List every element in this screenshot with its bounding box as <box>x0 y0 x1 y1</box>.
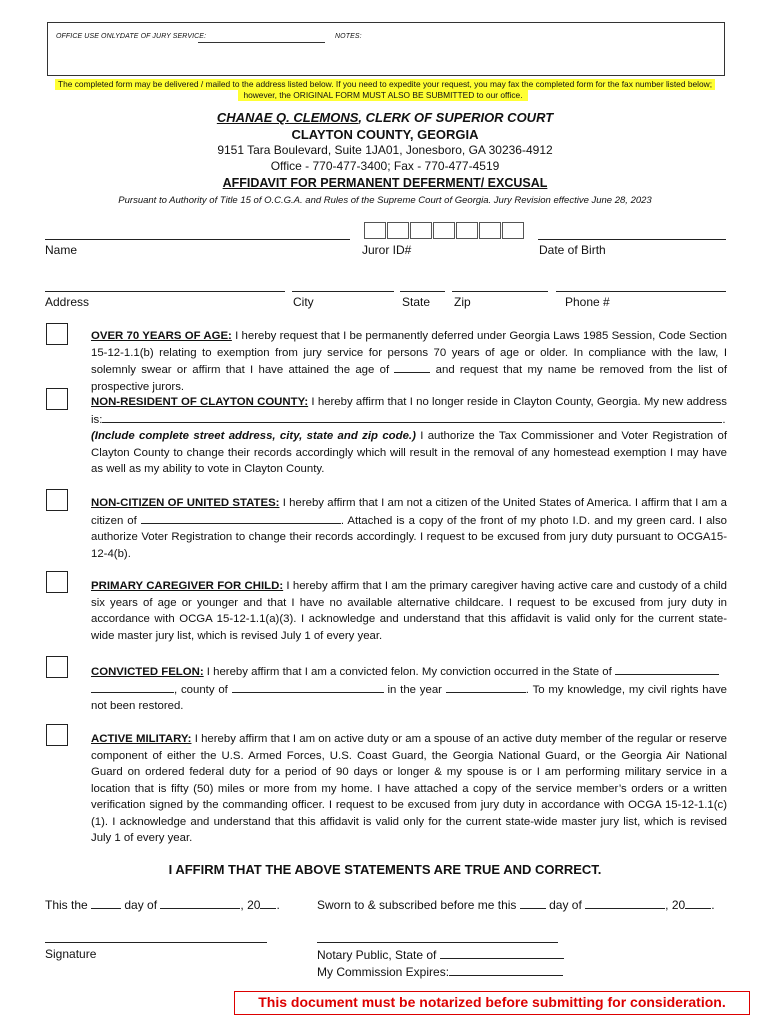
state-field[interactable] <box>400 291 445 292</box>
active-military-paragraph <box>91 731 727 847</box>
juror-id-boxes[interactable] <box>364 222 525 239</box>
conviction-county-field[interactable] <box>232 681 384 693</box>
felon-text: I hereby affirm that I am a convicted felon. My conviction occurred in the State of <box>203 666 615 678</box>
signature-label: Signature <box>45 947 97 961</box>
caregiver-paragraph <box>91 578 727 644</box>
non-resident-text-end: I authorize the Tax Commissioner and Voter Registration of Clayton County to change their records accordingly which will result in the removal of any homestead exemption I may have as well as my ability to vote in Clayton County. <box>91 430 727 475</box>
date-of-birth-field[interactable] <box>538 239 726 240</box>
commission-expires-field[interactable] <box>449 964 563 976</box>
notary-state-label: Notary Public, State of <box>317 948 437 962</box>
felon-county-text: , county of <box>174 683 232 696</box>
phone-label: Phone # <box>565 295 610 309</box>
zip-label: Zip <box>454 295 471 309</box>
felon-text-end: . To my knowledge, my civil rights have not been restored. <box>91 683 728 712</box>
notary-year-field[interactable] <box>685 897 711 909</box>
clerk-phone-fax: Office - 770-477-3400; Fax - 770-477-4519 <box>270 159 500 173</box>
over-70-checkbox[interactable] <box>46 323 68 345</box>
clerk-address: 9151 Tara Boulevard, Suite 1JA01, Jonesboro, GA 30236-4912 <box>217 143 553 157</box>
notary-state-line <box>317 947 564 962</box>
active-military-text: I hereby affirm that I am on active duty or am a spouse of an active duty member of the regular or reserve component of either the U.S. Armed Forces, U.S. Coast Guard, the Georgia National Guard, or the Georgia Air National Guard on ordered federal duty for a period of 90 days or longer & my spouse is or I am performing military service in a location that is fifty (50) miles or more from my home. I have attached a copy of the service member’s orders or a written verification signed by the commanding officer. I request to be excused from jury duty in accordance with OCGA 15-12-1.1(c)(1). I acknowledge and understand that this affidavit is valid only for the current state-wide master jury list, which is revised July 1 of every year. <box>91 733 727 844</box>
year-field[interactable] <box>260 897 276 909</box>
signature-field[interactable] <box>45 942 267 943</box>
city-label: City <box>293 295 314 309</box>
office-use-box <box>47 22 725 76</box>
address-instruction: (Include complete street address, city, state and zip code.) <box>91 430 416 442</box>
over-70-paragraph <box>91 328 727 395</box>
felon-year-text: in the year <box>383 683 446 696</box>
commission-label: My Commission Expires: <box>317 965 450 979</box>
phone-field[interactable] <box>556 291 726 292</box>
authority-line: Pursuant to Authority of Title 15 of O.C.G.A. and Rules of the Supreme Court of Georgia. Jury Revision effective June 28, 2023 <box>118 195 652 206</box>
date-of-jury-service-field[interactable] <box>198 42 325 43</box>
office-use-label: OFFICE USE ONLY: <box>56 33 122 40</box>
age-field[interactable] <box>394 361 430 373</box>
over-70-text: I hereby request that I be permanently deferred under Georgia Laws 1985 Session, Code Section 15-12-1.1(b) relating to exemption from jury service for persons 70 years of age or older. In compliance with the law, I solemnly swear or affirm that I have attained the age of <box>91 330 727 376</box>
sworn-label: Sworn to & subscribed before me this <box>317 898 517 912</box>
non-resident-checkbox[interactable] <box>46 388 68 410</box>
date-of-birth-label: Date of Birth <box>539 243 606 257</box>
this-the-line <box>45 897 280 912</box>
address-field[interactable] <box>45 291 285 292</box>
non-citizen-text-end: . Attached is a copy of the front of my photo I.D. and my green card. I also authorize Voter Registration to change their records accordingly. I request to be excused from jury duty pursuant to OCGA15-12-4(b). <box>91 514 727 560</box>
active-military-title: ACTIVE MILITARY: <box>91 733 192 745</box>
commission-line <box>317 964 563 979</box>
zip-field[interactable] <box>452 291 548 292</box>
non-citizen-checkbox[interactable] <box>46 489 68 511</box>
conviction-year-field[interactable] <box>446 681 526 693</box>
notary-state-field[interactable] <box>440 947 564 959</box>
juror-id-box[interactable] <box>387 222 409 239</box>
non-resident-paragraph <box>91 394 727 478</box>
over-70-text-end: and request that my name be removed from the list of prospective jurors. <box>91 364 728 393</box>
state-label: State <box>402 295 431 309</box>
non-resident-title: NON-RESIDENT OF CLAYTON COUNTY: <box>91 396 309 408</box>
non-citizen-title: NON-CITIZEN OF UNITED STATES: <box>91 497 280 509</box>
name-field[interactable] <box>45 239 350 240</box>
notary-signature-field[interactable] <box>317 942 558 943</box>
juror-id-box[interactable] <box>410 222 432 239</box>
juror-id-box[interactable] <box>502 222 524 239</box>
caregiver-title: PRIMARY CAREGIVER FOR CHILD: <box>91 580 284 592</box>
day-of-label: day of <box>124 898 158 912</box>
city-field[interactable] <box>292 291 394 292</box>
sworn-line <box>317 897 715 912</box>
clerk-heading <box>0 110 770 125</box>
conviction-state-field-cont[interactable] <box>91 681 174 693</box>
day-field[interactable] <box>91 897 121 909</box>
non-citizen-text: I hereby affirm that I am not a citizen of the United States of America. I affirm that I am a citizen of <box>91 497 727 527</box>
juror-id-label: Juror ID# <box>362 243 412 257</box>
notary-day-of-label: day of <box>549 898 582 912</box>
new-address-field[interactable] <box>102 411 722 423</box>
delivery-notice-line2: however, the ORIGINAL FORM MUST ALSO BE SUBMITTED to our office. <box>238 90 528 101</box>
non-resident-period: . <box>722 413 726 426</box>
name-label: Name <box>45 243 78 257</box>
convicted-felon-title: CONVICTED FELON: <box>91 666 204 678</box>
form-title: AFFIDAVIT FOR PERMANENT DEFERMENT/ EXCUSAL <box>222 176 548 190</box>
clerk-title: , CLERK OF SUPERIOR COURT <box>358 110 554 125</box>
year-prefix: , 20 <box>240 898 261 912</box>
notary-year-prefix: , 20 <box>665 898 686 912</box>
juror-id-box[interactable] <box>433 222 455 239</box>
address-label: Address <box>45 295 90 309</box>
caregiver-text: I hereby affirm that I am the primary caregiver having active care and custody of a child six years of age or younger and that I have no available alternative childcare. I request to be excused from jury duty in accordance with OCGA 15-12-1.1(a)(3). I acknowledge and understand that this affidavit is valid only for the current state-wide master jury list, which is revised July 1 of every year. <box>91 580 727 642</box>
non-citizen-paragraph <box>91 495 727 562</box>
notary-day-field[interactable] <box>520 897 546 909</box>
clerk-name: CHANAE Q. CLEMONS <box>216 110 359 125</box>
active-military-checkbox[interactable] <box>46 724 68 746</box>
delivery-notice-line1: The completed form may be delivered / mailed to the address listed below. If you need to expedite your request, you may fax the completed form for the fax number listed below; <box>55 79 715 90</box>
juror-id-box[interactable] <box>479 222 501 239</box>
caregiver-checkbox[interactable] <box>46 571 68 593</box>
citizenship-field[interactable] <box>141 512 341 524</box>
notarize-notice: This document must be notarized before submitting for consideration. <box>234 991 750 1015</box>
juror-id-box[interactable] <box>364 222 386 239</box>
notary-period: . <box>711 898 715 912</box>
county-heading: CLAYTON COUNTY, GEORGIA <box>291 127 479 142</box>
over-70-title: OVER 70 YEARS OF AGE: <box>91 330 232 342</box>
non-resident-text: I hereby affirm that I no longer reside in Clayton County, Georgia. My new address is: <box>91 396 727 426</box>
convicted-felon-paragraph <box>91 663 727 715</box>
juror-id-box[interactable] <box>456 222 478 239</box>
date-of-jury-service-label: DATE OF JURY SERVICE: <box>120 33 207 40</box>
month-field[interactable] <box>160 897 240 909</box>
convicted-felon-checkbox[interactable] <box>46 656 68 678</box>
this-the-label: This the <box>45 898 88 912</box>
period: . <box>276 898 280 912</box>
affirmation-statement: I AFFIRM THAT THE ABOVE STATEMENTS ARE TRUE AND CORRECT. <box>168 862 602 877</box>
notes-label: NOTES: <box>335 33 362 40</box>
notary-month-field[interactable] <box>585 897 665 909</box>
conviction-state-field[interactable] <box>615 663 719 675</box>
